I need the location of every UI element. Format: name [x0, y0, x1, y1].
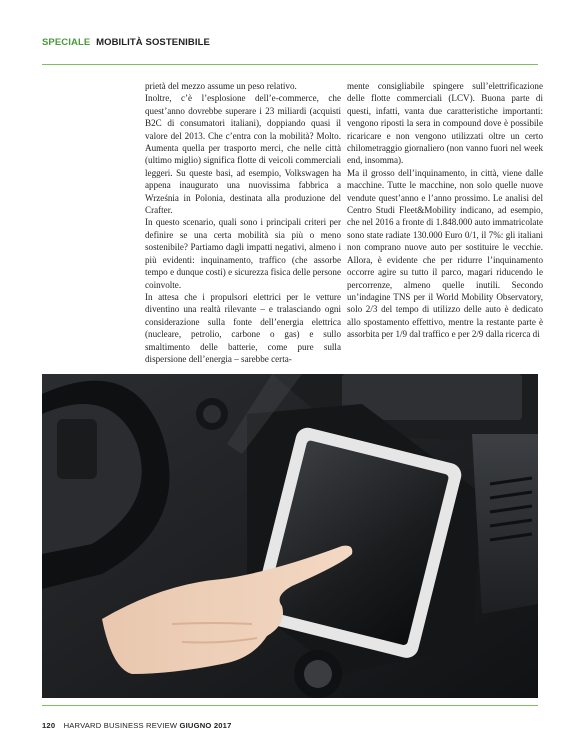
car-dashboard-photo — [42, 374, 538, 698]
page-footer — [42, 721, 232, 730]
page-number: 120 — [42, 721, 56, 730]
issue-date: GIUGNO 2017 — [179, 721, 232, 730]
paragraph: mente consigliabile spingere sull’elettrificazione delle flotte commerciali (LCV). Buona parte di questi, infatti, vanta due caratteristiche importanti: vengono riposti la sera in compound dove è possibile ricaricare e non vengono utilizzati oltre un certo chilometraggio giornaliero (non vanno fuori nel week end, insomma). — [347, 81, 543, 166]
section-kicker: SPECIALE — [42, 37, 91, 48]
section-title: MOBILITÀ SOSTENIBILE — [96, 37, 210, 48]
section-header — [42, 37, 210, 48]
paragraph: In attesa che i propulsori elettrici per le vetture diventino una realtà rilevante – e tralasciando ogni considerazione sulla fonte dell’energia elettrica (nucleare, petrolio, carbone o gas) e sullo smaltimento delle batterie, come pure sulla dispersione dell’energia – sarebbe certa- — [145, 291, 341, 364]
text-column-right — [347, 80, 543, 341]
publication-name: HARVARD BUSINESS REVIEW — [63, 721, 178, 730]
paragraph: prietà del mezzo assume un peso relativo. — [145, 81, 297, 91]
paragraph: In questo scenario, quali sono i principali criteri per definire se una certa mobilità sia più o meno sostenibile? Partiamo dagli impatti negativi, almeno i più evidenti: inquinamento, traffico (che assorbe tempo e dunque costi) e sicurezza fisica delle persone coinvolte. — [145, 217, 341, 290]
header-divider — [42, 64, 538, 65]
text-column-left — [145, 80, 341, 365]
paragraph: Inoltre, c’è l’esplosione dell’e-commerce, che quest’anno dovrebbe superare i 23 miliardi (acquisti B2C di consumatori italiani), doppiando quasi il valore del 2013. Che c’entra con la mobilità? Molto. Aumenta quella per trasporto merci, che nelle città (ultimo miglio) significa flotte di veicoli commerciali leggeri. Su queste basi, ad esempio, Volkswagen ha appena inaugurato una nuovissima fabbrica a Września in Polonia, destinata alla produzione del Crafter. — [145, 93, 341, 216]
paragraph: Ma il grosso dell’inquinamento, in città, viene dalle macchine. Tutte le macchine, non solo quelle nuove vendute quest’anno e l’anno prossimo. Le analisi del Centro Studi Fleet&Mobility indicano, ad esempio, che nel 2016 a fronte di 1.848.000 auto immatricolate sono state radiate 130.000 Euro 0/1, il 7%: gli italiani non comprano nuove auto per sostituire le vecchie. Allora, è evidente che per ridurre l’inquinamento occorre agire su tutto il parco, magari riducendo le percorrenze, almeno quelle inutili. Secondo un’indagine TNS per il World Mobility Observatory, solo 2/3 del tempo di utilizzo delle auto è dedicato allo spostamento effettivo, mentre la restante parte è assorbita per 1/9 dal traffico e per 2/9 dalla ricerca di — [347, 167, 543, 340]
dashboard-illustration — [42, 374, 538, 698]
footer-divider — [42, 705, 538, 706]
